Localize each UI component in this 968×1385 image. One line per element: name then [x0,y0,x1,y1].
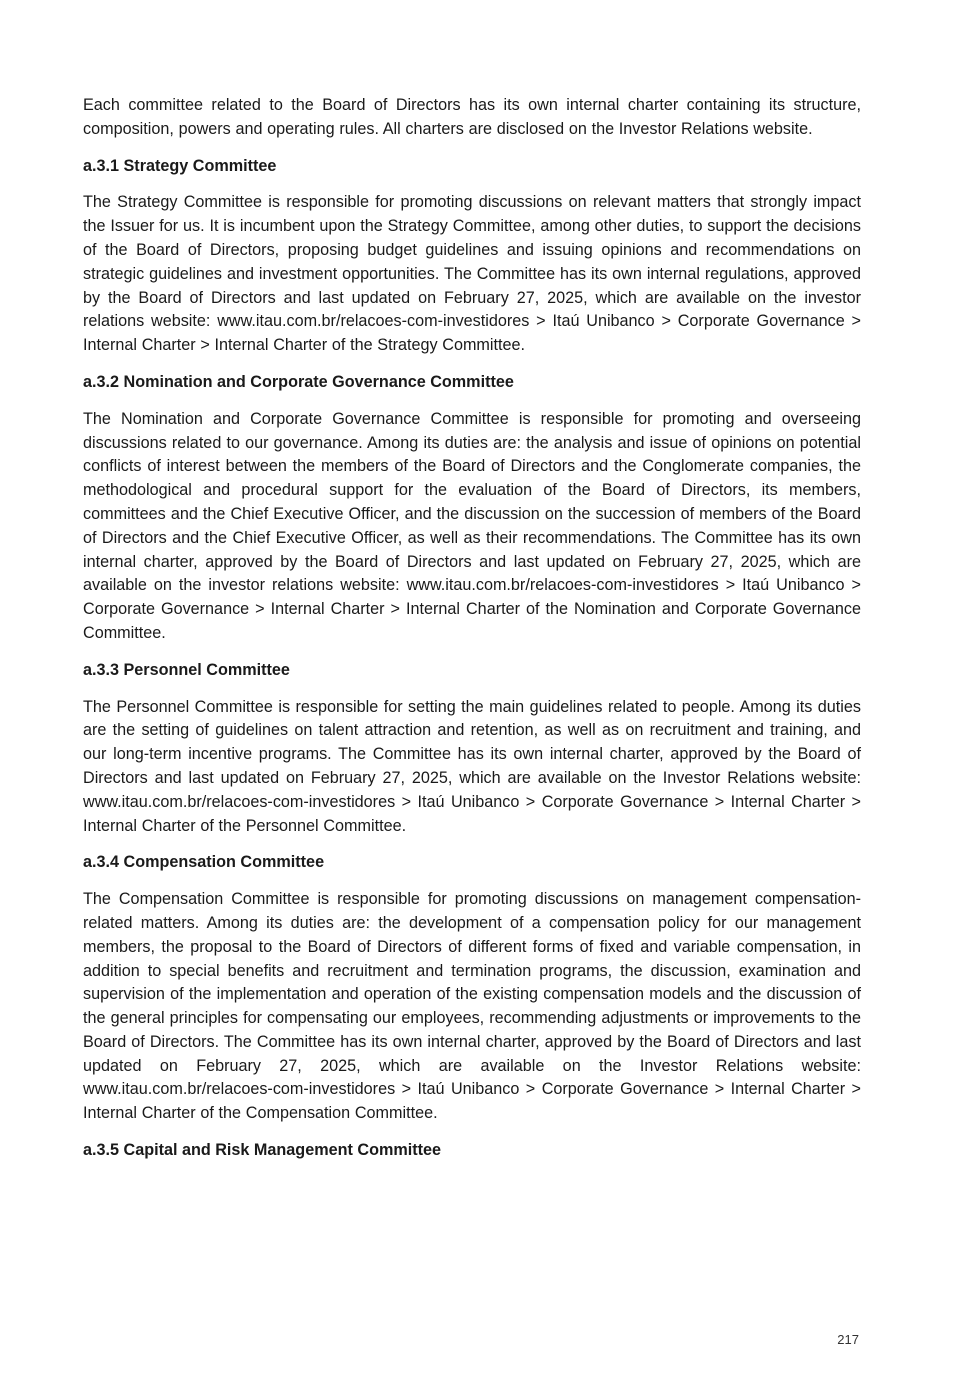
intro-paragraph: Each committee related to the Board of Directors has its own internal charter containing its structure, composition, powers and operating rules. All charters are disclosed on the Investor Relations website. [83,96,861,138]
page-number: 217 [837,1332,859,1347]
personnel-committee-heading: a.3.3 Personnel Committee [83,660,290,679]
compensation-committee-paragraph: The Compensation Committee is responsible for promoting discussions on management compensation-related matters. Among its duties are: the development of a compensation policy for our management members, the proposal to the Board of Directors of different forms of fixed and variable compensation, in addition to special benefits and recruitment and termination programs, the discussion, examination and supervision of the implementation and operation of the existing compensation models and the discussion of the general principles for compensating our employees, recommending adjustments or improvements to the Board of Directors. The Committee has its own internal charter, approved by the Board of Directors and last updated on February 27, 2025, which are available on the Investor Relations website: www.itau.com.br/relacoes-com-investidores > Itaú Unibanco > Corporate Governance > Internal Charter > Internal Charter of the Compensation Committee. [83,890,861,1123]
personnel-committee-paragraph: The Personnel Committee is responsible for setting the main guidelines related to people. Among its duties are the setting of guidelines on talent attraction and retention, as well as on recruitment and training, and our long-term incentive programs. The Committee has its own internal charter, approved by the Board of Directors and last updated on February 27, 2025, which are available on the Investor Relations website: www.itau.com.br/relacoes-com-investidores > Itaú Unibanco > Corporate Governance > Internal Charter > Internal Charter of the Personnel Committee. [83,697,861,835]
document-page [83,94,861,1176]
nomination-governance-committee-paragraph: The Nomination and Corporate Governance Committee is responsible for promoting and overseeing discussions related to our governance. Among its duties are: the analysis and issue of opinions on potential conflicts of interest between the members of the Board of Directors and the Conglomerate companies, the methodological and procedural support for the evaluation of the Board of Directors, its members, committees and the Chief Executive Officer, and the discussion on the succession of members of the Board of Directors and the Chief Executive Officer, as well as their recommendations. The Committee has its own internal charter, approved by the Board of Directors and last updated on February 27, 2025, which are available on the investor relations website: www.itau.com.br/relacoes-com-investidores > Itaú Unibanco > Corporate Governance > Internal Charter > Internal Charter of the Nomination and Corporate Governance Committee. [83,409,861,642]
compensation-committee-heading: a.3.4 Compensation Committee [83,853,325,872]
capital-risk-committee-heading: a.3.5 Capital and Risk Management Committee [83,1141,442,1160]
nomination-governance-committee-heading: a.3.2 Nomination and Corporate Governance Committee [83,372,514,391]
strategy-committee-heading: a.3.1 Strategy Committee [83,156,277,175]
strategy-committee-paragraph: The Strategy Committee is responsible for promoting discussions on relevant matters that strongly impact the Issuer for us. It is incumbent upon the Strategy Committee, among other duties, to support the decisions of the Board of Directors, proposing budget guidelines and issuing opinions and recommendations on strategic guidelines and investment opportunities. The Committee has its own internal regulations, approved by the Board of Directors and last updated on February 27, 2025, which are available on the investor relations website: www.itau.com.br/relacoes-com-investidores > Itaú Unibanco > Corporate Governance > Internal Charter > Internal Charter of the Strategy Committee. [83,193,861,355]
